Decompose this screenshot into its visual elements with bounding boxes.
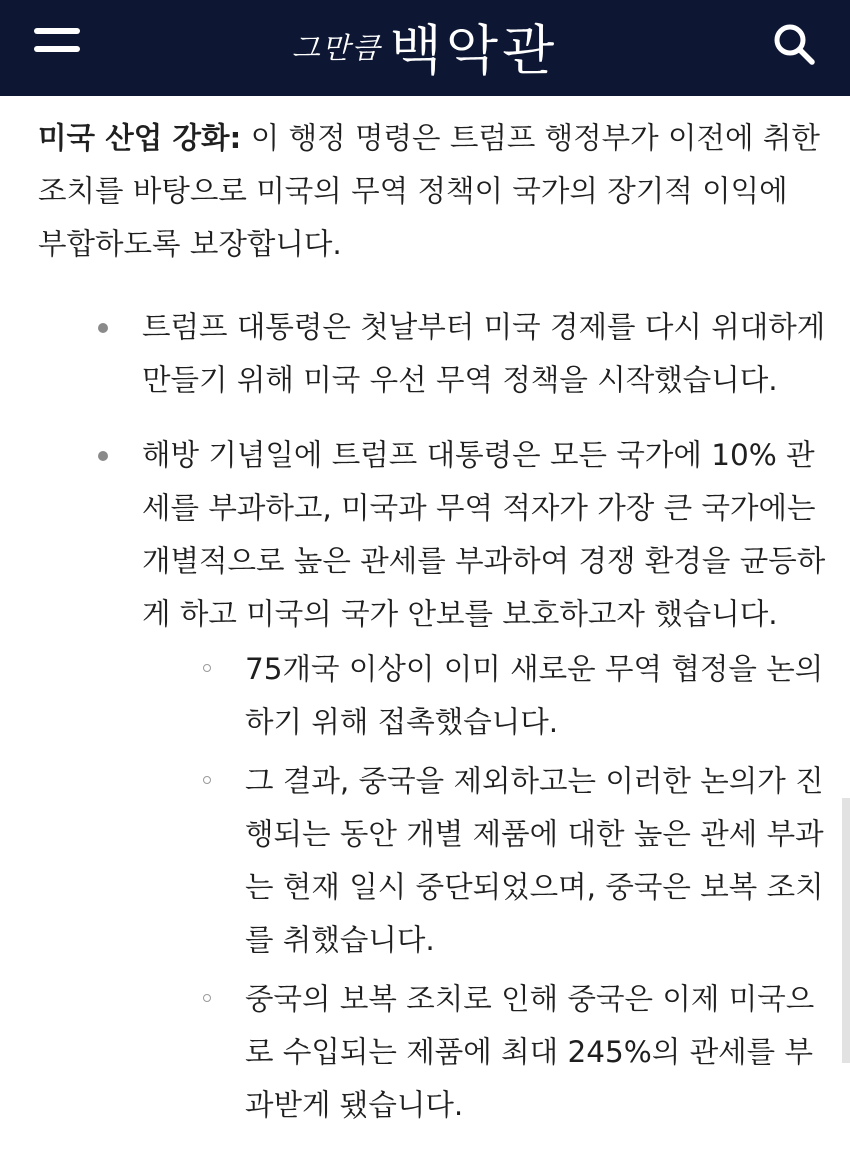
sub-list-item-text: 그 결과, 중국을 제외하고는 이러한 논의가 진행되는 동안 개별 제품에 대한 높은 관세 부과는 현재 일시 중단되었으며, 중국은 보복 조치를 취했습니다. (245, 764, 824, 957)
bullet-list (38, 301, 828, 1132)
scrollbar[interactable] (842, 798, 850, 1063)
sub-list-item (142, 755, 828, 967)
list-item-text: 해방 기념일에 트럼프 대통령은 모든 국가에 10% 관세를 부과하고, 미국과 무역 적자가 가장 큰 국가에는 개별적으로 높은 관세를 부과하여 경쟁 환경을 균등하게 하고 미국의 국가 안보를 보호하고자 했습니다. (142, 438, 826, 631)
bullet-dot-icon (98, 323, 108, 333)
search-icon[interactable] (770, 20, 818, 68)
sub-list-item (142, 643, 828, 749)
logo-small-text: 그만큼 (291, 31, 382, 65)
search-icon-graphic (770, 20, 818, 68)
sub-bullet-list (142, 643, 828, 1132)
sub-list-item (142, 973, 828, 1132)
bullet-circle-icon (203, 664, 211, 672)
intro-paragraph (38, 112, 828, 271)
bullet-circle-icon (203, 994, 211, 1002)
bullet-dot-icon (98, 451, 108, 461)
list-item (38, 429, 828, 1132)
logo-big-text: 백악관 (389, 19, 559, 82)
site-header (0, 0, 850, 96)
intro-heading: 미국 산업 강화: (38, 121, 242, 155)
article-body (38, 112, 828, 1154)
list-item-text: 트럼프 대통령은 첫날부터 미국 경제를 다시 위대하게 만들기 위해 미국 우선 무역 정책을 시작했습니다. (142, 310, 826, 397)
list-item (38, 301, 828, 407)
sub-list-item-text: 75개국 이상이 이미 새로운 무역 협정을 논의하기 위해 접촉했습니다. (245, 652, 824, 739)
site-logo[interactable] (0, 8, 850, 85)
sub-list-item-text: 중국의 보복 조치로 인해 중국은 이제 미국으로 수입되는 제품에 최대 245%의 관세를 부과받게 됐습니다. (245, 982, 815, 1122)
intro-text: 이 행정 명령은 트럼프 행정부가 이전에 취한 조치를 바탕으로 미국의 무역 정책이 국가의 장기적 이익에 부합하도록 보장합니다. (38, 121, 820, 261)
bullet-circle-icon (203, 776, 211, 784)
